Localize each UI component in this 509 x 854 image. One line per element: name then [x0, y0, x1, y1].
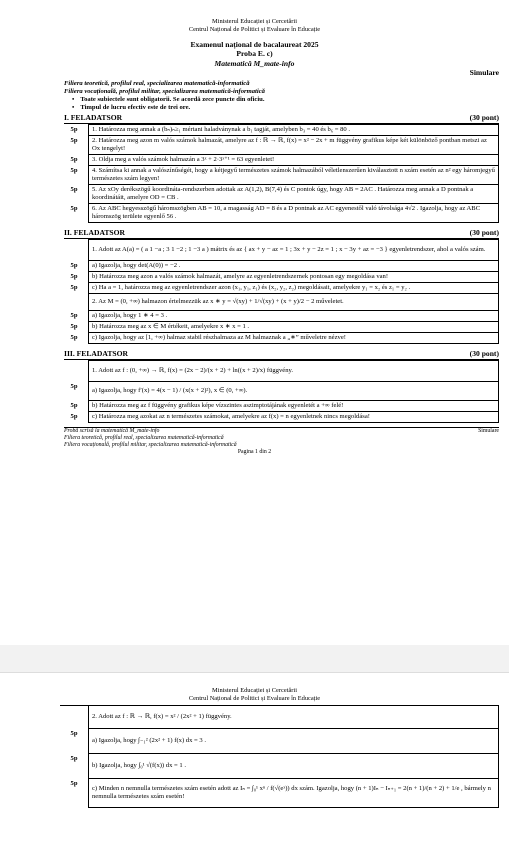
points-cell: 5p: [70, 166, 78, 174]
points-cell: 5p: [70, 779, 78, 787]
question-text: c) Minden n nemnulla természetes szám esetén adott az Iₙ = ∫₀¹ xⁿ / f(√(eˣ)) dx szám. Igazolja, hogy (n + 1)Iₙ − Iₙ₊₁ = 2(n + 1)/(n + 2) + 1/e , bármely n nemnulla természetes szám esetén!: [89, 779, 499, 808]
points-cell: 5p: [70, 754, 78, 762]
table-row: [60, 136, 499, 155]
exam-page-2: [0, 672, 509, 854]
question-text: b) Határozza meg az x ∈ M értékeit, amelyekre x ∗ x = 1 .: [89, 322, 499, 333]
points-cell: 5p: [70, 382, 78, 390]
section-3-table: [60, 360, 499, 423]
question-text: 1. Határozza meg annak a (bₙ)ₙ≥₁ mértani haladványnak a b₁ tagját, amelyben b₃ = 40 és b₆ = 80 .: [89, 125, 499, 136]
proba-title: Proba E. c): [236, 49, 273, 59]
problem-intro: 2. Adott az f : ℝ → ℝ, f(x) = x² / (2x² + 1) függvény.: [89, 706, 499, 729]
rule-2: • Timpul de lucru efectiv este de trei ore.: [0, 104, 509, 112]
question-text: b) Határozza meg azon a valós számok halmazát, amelyre az egyenletrendszernek pontosan egy megoldása van!: [89, 272, 499, 283]
footer-line-2: Filiera teoretică, profilul real, specializarea matematică-informatică: [64, 435, 224, 442]
filiera-line-1: Filiera teoretică, profilul real, specializarea matematică-informatică: [64, 80, 250, 88]
table-row: [60, 125, 499, 136]
points-cell: [60, 294, 89, 311]
points-cell: 5p: [70, 272, 78, 280]
table-row: [60, 294, 499, 311]
points-cell: 5p: [70, 283, 78, 291]
page-2-table: [60, 705, 499, 808]
points-cell: 5p: [70, 333, 78, 341]
table-row: [60, 412, 499, 423]
points-cell: 5p: [70, 155, 78, 163]
section-1-title: I. FELADATSOR: [64, 113, 123, 123]
subject-title: Matematică M_mate-info: [214, 58, 295, 68]
section-2-table: [60, 239, 499, 344]
exam-title: Examenul național de bacalaureat 2025: [190, 40, 319, 49]
section-3-title: III. FELADATSOR: [64, 349, 128, 359]
points-cell: [60, 361, 89, 382]
section-1-points: (30 pont): [469, 113, 499, 123]
table-row: [60, 166, 499, 185]
points-cell: [60, 240, 89, 261]
points-cell: 5p: [70, 185, 78, 193]
table-row: [60, 754, 499, 779]
section-3-header: [64, 348, 499, 360]
table-row: [60, 272, 499, 283]
section-1-header: [64, 112, 499, 124]
question-text: 3. Oldja meg a valós számok halmazán a 3ˣ + 2·3ˣ⁺¹ = 63 egyenletet!: [89, 155, 499, 166]
table-row: [60, 311, 499, 322]
table-row: [60, 283, 499, 294]
points-cell: [60, 706, 89, 729]
question-text: c) Ha a = 1, határozza meg az egyenletrendszer azon (x₁, y₁, z₁) és (x₂, y₂, z₂) megoldásait, amelyekre y₁ = x₂ és z₁ = y₂ .: [89, 283, 499, 294]
table-row: [60, 185, 499, 204]
filiera-line-2: Filiera vocațională, profilul militar, specializarea matematică-informatică: [64, 88, 265, 96]
question-text: c) Igazolja, hogy az [1, +∞) halmaz stabil részhalmaza az M halmaznak a „∗” műveletre nézve!: [89, 333, 499, 344]
footer-simulare: Simulare: [478, 428, 499, 435]
section-1-table: [60, 124, 499, 223]
ministry-name-p2: Ministerul Educației și Cercetării: [211, 687, 297, 694]
question-text: a) Igazolja, hogy 1 ∗ 4 = 3 .: [89, 311, 499, 322]
question-text: 4. Számítsa ki annak a valószínűségét, hogy a kétjegyű természetes számok halmazából véletlenszerűen kiválasztott n szám esetén az n² egy háromjegyű természetes szám legyen!: [89, 166, 499, 185]
points-cell: 5p: [70, 412, 78, 420]
question-text: a) Igazolja, hogy f′(x) = 4(x − 1) / (x(x + 2)²), x ∈ (0, +∞).: [89, 382, 499, 401]
center-name-p2: Centrul Național de Politici și Evaluare în Educație: [188, 694, 321, 702]
problem-intro: 1. Adott az f : (0, +∞) → ℝ, f(x) = (2x − 2)/(x + 2) + ln((x + 2)/x) függvény.: [89, 361, 499, 382]
points-cell: 5p: [70, 729, 78, 737]
points-cell: 5p: [70, 204, 78, 212]
points-cell: 5p: [70, 125, 78, 133]
table-row: [60, 155, 499, 166]
table-row: [60, 361, 499, 382]
points-cell: 5p: [70, 136, 78, 144]
table-row: [60, 204, 499, 223]
table-row: [60, 261, 499, 272]
question-text: b) Igazolja, hogy ∫₀¹ √(f(x)) dx = 1 .: [89, 754, 499, 779]
section-2-title: II. FELADATSOR: [64, 228, 126, 238]
ministry-name: Ministerul Educației și Cercetării: [211, 18, 297, 25]
question-text: 6. Az ABC hegyesszögű háromszögben AB = 10, a magasság AD = 8 és a D pontnak az AC egyenestől való távolsága 4√2 . Igazolja, hogy az ABC háromszög területe egyenlő 56 .: [89, 204, 499, 223]
section-2-points: (30 pont): [469, 228, 499, 238]
page-number: Pagina 1 din 2: [237, 448, 272, 455]
footer-line-1: Probă scrisă la matematică M_mate-info: [64, 428, 160, 435]
points-cell: 5p: [70, 261, 78, 269]
rule-1: • Toate subiectele sunt obligatorii. Se acordă zece puncte din oficiu.: [0, 96, 509, 104]
question-text: c) Határozza meg azokat az n természetes számokat, amelyekre az f(x) = n egyenletnek nincs megoldása!: [89, 412, 499, 423]
points-cell: 5p: [70, 401, 78, 409]
table-row: [60, 779, 499, 808]
table-row: [60, 240, 499, 261]
problem-intro: 2. Az M = (0, +∞) halmazon értelmezzük az x ∗ y = √(xy) + 1/√(xy) + (x + y)/2 − 2 műveletet.: [89, 294, 499, 311]
section-3-points: (30 pont): [469, 349, 499, 359]
page-gap: [0, 645, 509, 672]
table-row: [60, 401, 499, 412]
page-footer: [64, 427, 499, 448]
question-text: b) Határozza meg az f függvény grafikus képe vízszintes aszimptotájának egyenletét a +∞ felé!: [89, 401, 499, 412]
points-cell: 5p: [70, 322, 78, 330]
footer-line-3: Filiera vocațională, profilul militar, specializarea matematică-informatică: [64, 441, 237, 448]
table-row: [60, 333, 499, 344]
points-cell: 5p: [70, 311, 78, 319]
table-row: [60, 322, 499, 333]
problem-intro: 1. Adott az A(a) = ( a 1 −a ; 3 1 −2 ; 1 −3 a ) mátrix és az { ax + y − az = 1 ; 3x + y − 2z = 1 ; x − 3y + az = −3 } egyenletrendszer, ahol a valós szám.: [89, 240, 499, 261]
question-text: a) Igazolja, hogy det(A(0)) = −2 .: [89, 261, 499, 272]
table-row: [60, 382, 499, 401]
section-2-header: [64, 227, 499, 239]
center-name: Centrul Național de Politici și Evaluare în Educație: [188, 25, 321, 33]
question-text: 5. Az xOy derékszögű koordináta-rendszerben adottak az A(1,2), B(7,4) és C pontok úgy, hogy AB = 2AC . Határozza meg annak a D pontnak a koordinátáit, amelyre OD = CB .: [89, 185, 499, 204]
table-row: [60, 729, 499, 754]
table-row: [60, 706, 499, 729]
simulare-label: Simulare: [469, 68, 499, 78]
question-text: a) Igazolja, hogy ∫₋₁² (2x² + 1) f(x) dx = 3 .: [89, 729, 499, 754]
question-text: 2. Határozza meg azon m valós számok halmazát, amelyre az f : ℝ → ℝ, f(x) = x² − 2x + m függvény grafikus képe két különböző pontban metszi az Ox tengelyt!: [89, 136, 499, 155]
